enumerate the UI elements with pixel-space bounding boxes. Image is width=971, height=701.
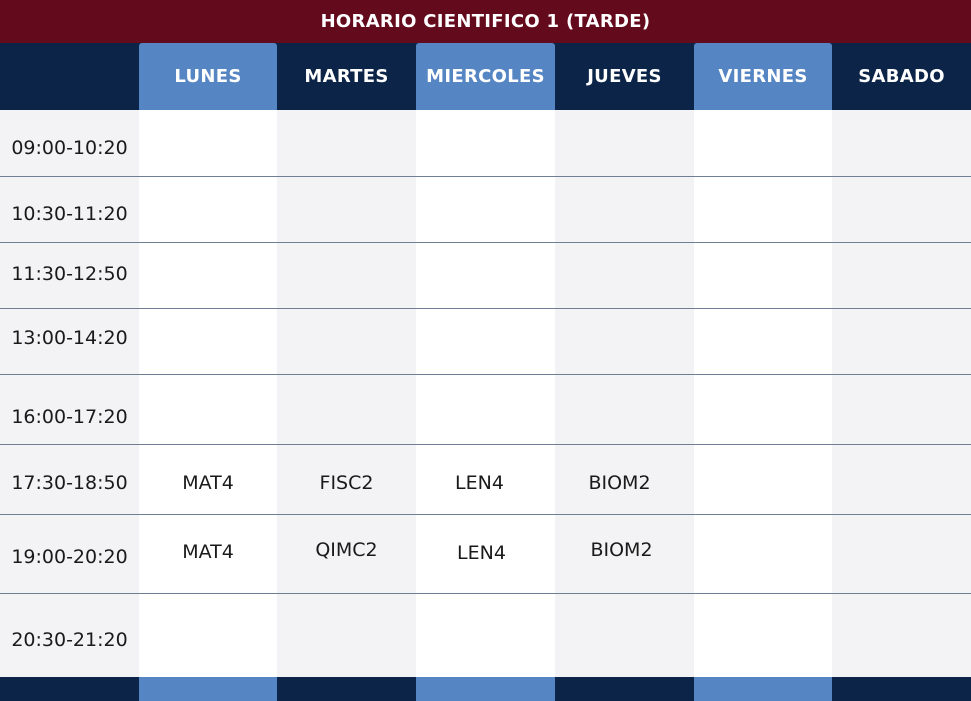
class-cell-lunes: MAT4 (182, 541, 234, 563)
column-bg-lunes (139, 110, 277, 677)
class-cell-martes: FISC2 (319, 472, 374, 494)
time-slot: 20:30-21:20 (11, 629, 128, 651)
row-divider (0, 444, 971, 445)
day-header-lunes: LUNES (139, 43, 277, 110)
footer-segment (416, 677, 555, 701)
time-slot: 16:00-17:20 (11, 406, 128, 428)
row-divider (0, 514, 971, 515)
footer-segment (139, 677, 277, 701)
time-slot: 11:30-12:50 (11, 263, 128, 285)
class-cell-lunes: MAT4 (182, 472, 234, 494)
footer-segment (694, 677, 832, 701)
class-cell-jueves: BIOM2 (590, 539, 653, 561)
schedule-title: HORARIO CIENTIFICO 1 (TARDE) (0, 0, 971, 43)
time-slot: 19:00-20:20 (11, 546, 128, 568)
class-cell-jueves: BIOM2 (588, 472, 651, 494)
column-bg-miercoles (416, 110, 555, 677)
time-slot: 13:00-14:20 (11, 327, 128, 349)
time-slot: 17:30-18:50 (11, 472, 128, 494)
day-header-viernes: VIERNES (694, 43, 832, 110)
time-slot: 09:00-10:20 (11, 137, 128, 159)
row-divider (0, 176, 971, 177)
day-header-miercoles: MIERCOLES (416, 43, 555, 110)
column-bg-viernes (694, 110, 832, 677)
day-header-sabado: SABADO (858, 66, 945, 87)
time-slot: 10:30-11:20 (11, 203, 128, 225)
class-cell-miercoles: LEN4 (457, 542, 506, 564)
class-cell-martes: QIMC2 (315, 539, 378, 561)
day-header-martes: MARTES (304, 66, 389, 87)
row-divider (0, 242, 971, 243)
day-header-jueves: JUEVES (587, 66, 662, 87)
class-cell-miercoles: LEN4 (455, 472, 504, 494)
row-divider (0, 593, 971, 594)
row-divider (0, 374, 971, 375)
row-divider (0, 308, 971, 309)
